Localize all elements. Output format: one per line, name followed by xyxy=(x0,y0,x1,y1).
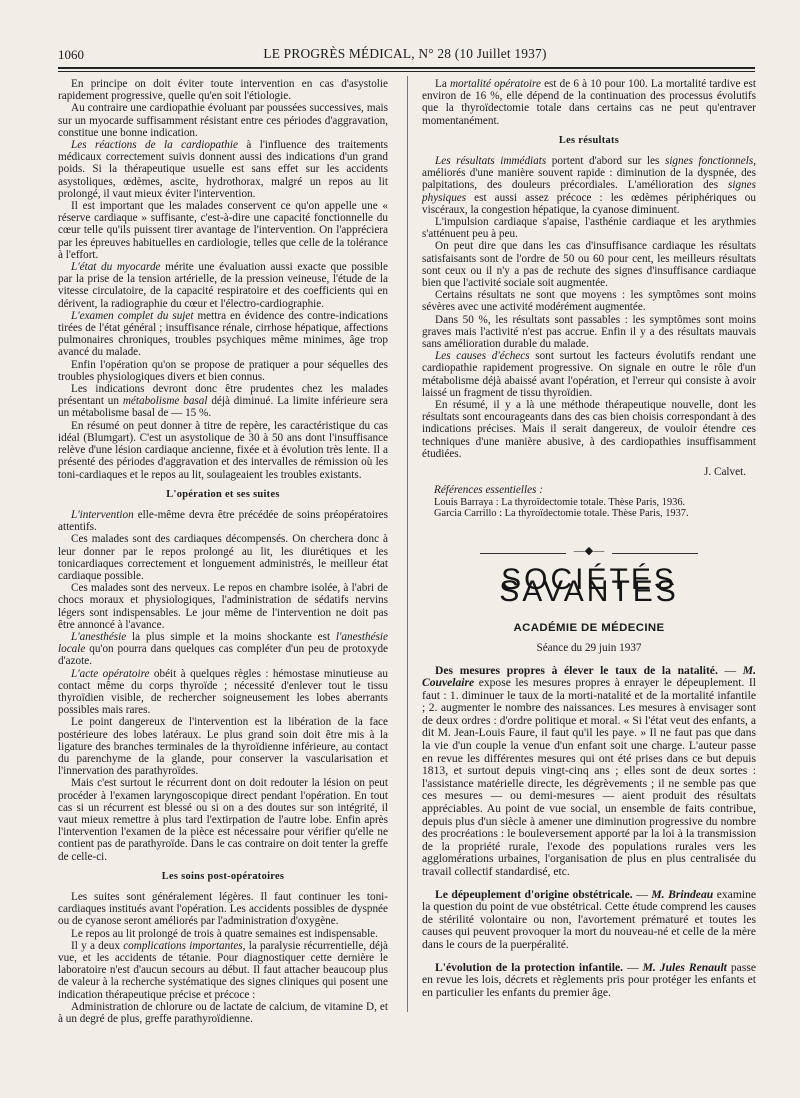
paragraph: Certains résultats ne sont que moyens : les symptômes sont moins sévères avec une activité modérément augmentée. xyxy=(422,289,756,314)
section-heading: L'opération et ses suites xyxy=(166,488,280,500)
session-date: Séance du 29 juin 1937 xyxy=(536,642,642,655)
paragraph: Il y a deux complications importantes, la paralysie récurrentielle, déjà vue, et les accidents de tétanie. Pour diagnostiquer cette dernière le laboratoire n'est d'aucun secours au début. Il faut attacher beaucoup plus de valeur à la recherche systématique des signes cliniques qui posent une indication thérapeutique précise et précoce : xyxy=(58,939,389,1001)
paragraph: En principe on doit éviter toute intervention en cas d'asystolie rapidement progressive, quelle qu'en soit l'étiologie. xyxy=(58,78,388,103)
paragraph: Les résultats immédiats portent d'abord sur les signes fonctionnels, améliorés d'une manière souvent rapide : diminution de la dyspnée, des palpitations, des douleurs précordiales. L'amélioration des signes physiques est aussi assez précoce : les œdèmes périphériques ou viscéraux, la congestion hépatique, la cyanose diminuent. xyxy=(422,155,756,216)
page-number: 1060 xyxy=(58,47,84,62)
paragraph: L'acte opératoire obéit à quelques règles : hémostase minutieuse au contact même du corps thyroïde ; nécessité d'enlever tout le tissu thyroïdien visible, de rechercher soigneusement les lobes aberrants possibles mais rares. xyxy=(58,667,388,717)
paragraph: Dans 50 %, les résultats sont passables : les symptômes sont moins graves mais l'activité n'est pas accrue. Enfin il y a des résultats mauvais sans amélioration durable du malade. xyxy=(422,313,756,351)
reference-item: Garcia Carrillo : La thyroïdectomie totale. Thèse Paris, 1937. xyxy=(434,508,689,520)
section-heading: Les soins post-opératoires xyxy=(161,870,285,882)
paragraph: Administration de chlorure ou de lactate de calcium, de vitamine D, et à un degré de plus, greffe parathyroïdienne. xyxy=(58,1000,388,1026)
paragraph: Les suites sont généralement légères. Il faut continuer les toni-cardiaques institués avant l'opération. Les accidents possibles de dyspnée ou de cyanose seront améliorés par l'administration d'oxygène. xyxy=(58,891,388,928)
paragraph: Enfin l'opération qu'on se propose de pratiquer a pour séquelles des troubles physiologiques divers et bien connus. xyxy=(58,358,388,383)
section-banner-title: SOCIÉTÉS SAVANTES xyxy=(499,562,679,608)
paragraph: Les indications devront donc être prudentes chez les malades présentant un métabolisme basal déjà diminué. La limite inférieure sera un métabolisme basal de — 15 %. xyxy=(58,383,388,420)
header-rule-thin xyxy=(58,71,755,72)
paragraph: Le point dangereux de l'intervention est la libération de la face postérieure des lobes latéraux. Le plus grand soin doit être mis à la ligature des branches terminales de la thyroïdienne inférieure, au contact du parenchyme de la glande, pour conserver la vascularisation et l'innervation des parathyroïdes. xyxy=(58,716,388,778)
ornament-divider xyxy=(422,546,756,560)
author-signature: J. Calvet. xyxy=(704,466,746,479)
references-heading: Références essentielles : xyxy=(434,484,543,497)
paragraph: Ces malades sont des nerveux. Le repos en chambre isolée, à l'abri de chocs moraux et physiologiques, l'administration de sédatifs nervins légers sont indispensables. Le jour même de l'intervention ne doit pas être annoncé à l'avance. xyxy=(58,582,388,631)
paragraph: On peut dire que dans les cas d'insuffisance cardiaque les résultats satisfaisants sont de l'ordre de 50 ou 60 pour cent, les meilleurs résultats sont ceux ou il n'y a pas de rechute des signes d'insuffisance cardiaque bien que l'activité sociale soit augmentée. xyxy=(422,240,756,290)
paragraph: Il est important que les malades conservent ce qu'on appelle une « réserve cardiaque » suffisante, c'est-à-dire une capacité fonctionnelle du cœur telle qu'ils puissent tirer avantage de l'intervention. On l'appréciera par les épreuves habituelles en cardiologie, telles que celle de la tolérance à l'effort. xyxy=(58,200,388,261)
paragraph: Les réactions de la cardiopathie à l'influence des traitements médicaux correctement suivis donnent aussi des indications d'un grand poids. Si la thérapeutique usuelle est sans effet sur les accidents asystoliques, œdèmes, ascite, hydrothorax, malgré un repos au lit prolongé, il vaut mieux éviter l'intervention. xyxy=(58,139,388,200)
paragraph: Au contraire une cardiopathie évoluant par poussées successives, mais sur un myocarde suffisamment résistant entre ces périodes d'aggravation, constitue une bonne indication. xyxy=(58,102,388,139)
ornament-line xyxy=(480,553,566,554)
reference-item: Louis Barraya : La thyroïdectomie totale. Thèse Paris, 1936. xyxy=(434,496,686,508)
report-item: L'évolution de la protection infantile. — M. Jules Renault passe en revue les lois, décrets et règlements pris pour protéger les enfants et en particulier les enfants du premier âge. xyxy=(422,960,756,999)
paragraph: Le repos au lit prolongé de trois à quatre semaines est indispensable. xyxy=(71,927,378,940)
report-item: Le dépeuplement d'origine obstétricale. — M. Brindeau examine la question du point de vue obstétrical. Cette étude comprend les causes de stérilité volontaire ou non, l'avortement prématuré et toutes les causes qui peuvent provoquer la mort du nouveau-né et celle de la mère dans le cours de la puerpéralité. xyxy=(422,887,757,951)
society-heading: ACADÉMIE DE MÉDECINE xyxy=(513,622,665,635)
paragraph: L'anesthésie la plus simple et la moins shockante est l'anesthésie locale qu'on pourra dans quelques cas compléter d'un peu de protoxyde d'azote. xyxy=(58,630,388,668)
paragraph: L'intervention elle-même devra être précédée de soins préopératoires attentifs. xyxy=(58,508,388,534)
paragraph: Ces malades sont des cardiaques décompensés. On cherchera donc à leur donner par le repos prolongé au lit, les diurétiques et les tonicardiaques correctement et longuement administrés, le meilleur état cardiaque possible. xyxy=(58,533,388,582)
paragraph: La mortalité opératoire est de 6 à 10 pour 100. La mortalité tardive est environ de 16 %, elle dépend de la continuation des processus évolutifs que la thyroïdectomie totale dans certains cas ne peut qu'entraver momentanément. xyxy=(422,78,756,127)
paragraph: En résumé, il y a là une méthode thérapeutique nouvelle, dont les résultats sont encourageants dans des cas bien choisis correspondant à des indications précises. Mais il serait dangereux, de vouloir étendre ces techniques d'une manière abusive, à des cardiopathies insuffisamment étudiées. xyxy=(422,399,756,460)
report-item: Des mesures propres à élever le taux de la natalité. — M. Couvelaire expose les mesures propres à enrayer le dépeuplement. Il faut : 1. diminuer le taux de la morti-natalité et de la mortalité infantile ; 2. augmenter le nombre des naissances. Les mesures à envisager sont de deux ordres : d'ordre politique et moral. « Si l'état veut des enfants, a dit M. Jean-Louis Faure, il faut qu'il les paye. » Il ne faut pas que dans la vie d'un couple la venue d'un enfant soit une charge. L'auteur passe en revue les différentes mesures qui ont été prises dans ce but depuis 1813, et surtout depuis vingt-cinq ans ; elles sont de deux sortes : l'assistance matérielle directe, les dégrèvements ; il ne semble pas que ces mesures — ou demi-mesures — aient produit des résultats appréciables. Au point de vue social, un ensemble de faits contribue, depuis plus d'un siècle à amener une diminution progressive du nombre des procréations : le bouleversement apporté par la loi à la transmission de la propriété rurale, l'exode des populations rurales vers les agglomérations urbaines, l'organisation de plus en plus centralisée du travail collectif standardisé, etc. xyxy=(422,663,756,878)
paragraph: L'état du myocarde mérite une évaluation aussi exacte que possible par la prise de la tension artérielle, de la pression veineuse, l'étude de la vitesse circulatoire, de la capacité respiratoire et des coefficients qui en dérivent, la radiographie du cœur et l'électro-cardiographie. xyxy=(58,261,388,310)
journal-title: LE PROGRÈS MÉDICAL, N° 28 (10 Juillet 1937) xyxy=(263,46,547,61)
section-heading: Les résultats xyxy=(558,134,620,146)
paragraph: L'examen complet du sujet mettra en évidence des contre-indications tirées de l'état général ; insuffisance rénale, cirrhose hépatique, affections pulmonaires chroniques, troubles psychiques même minimes, âge trop avancé du malade. xyxy=(58,309,388,359)
left-column xyxy=(58,78,388,1025)
paragraph: Mais c'est surtout le récurrent dont on doit redouter la lésion on peut procéder à l'examen laryngoscopique direct pendant l'opération. En tout cas si un récurrent est blessé ou si on a des doutes sur son intégrité, il vaut mieux remettre à plus tard l'extirpation de l'autre lobe. Enfin après l'intervention l'examen de la pièce est nécessaire pour vérifier qu'elle ne contient pas de parathyroïde. Dans le cas contraire on doit tenter la greffe de celle-ci. xyxy=(58,777,388,863)
paragraph: L'impulsion cardiaque s'apaise, l'asthénie cardiaque et les arythmies s'atténuent peu à peu. xyxy=(422,216,756,241)
column-divider xyxy=(407,76,408,1012)
header-rule-thick xyxy=(58,67,755,69)
page-header xyxy=(58,44,752,66)
right-column xyxy=(422,78,756,1009)
ornament-line xyxy=(612,553,698,554)
ornament-glyph-icon: —◆— xyxy=(573,544,605,557)
paragraph: Les causes d'échecs sont surtout les facteurs évolutifs rendant une cardiopathie rapidement progressive. On signale en outre le rôle d'un métabolisme déjà abaissé avant l'opération, et l'erreur qui consiste à avoir laissé un fragment de tissu thyroïdien. xyxy=(422,350,756,399)
paragraph: En résumé on peut donner à titre de repère, les caractéristique du cas idéal (Blumgart). C'est un asystolique de 30 à 50 ans dont l'insuffisance relève d'une lésion cardiaque ancienne, fixée et à évolution très lente. Il a présenté des périodes d'aggravation et des intervalles de rémission où les toni-cardiaques et le repos au lit, soulageaient les troubles existants. xyxy=(58,419,388,481)
